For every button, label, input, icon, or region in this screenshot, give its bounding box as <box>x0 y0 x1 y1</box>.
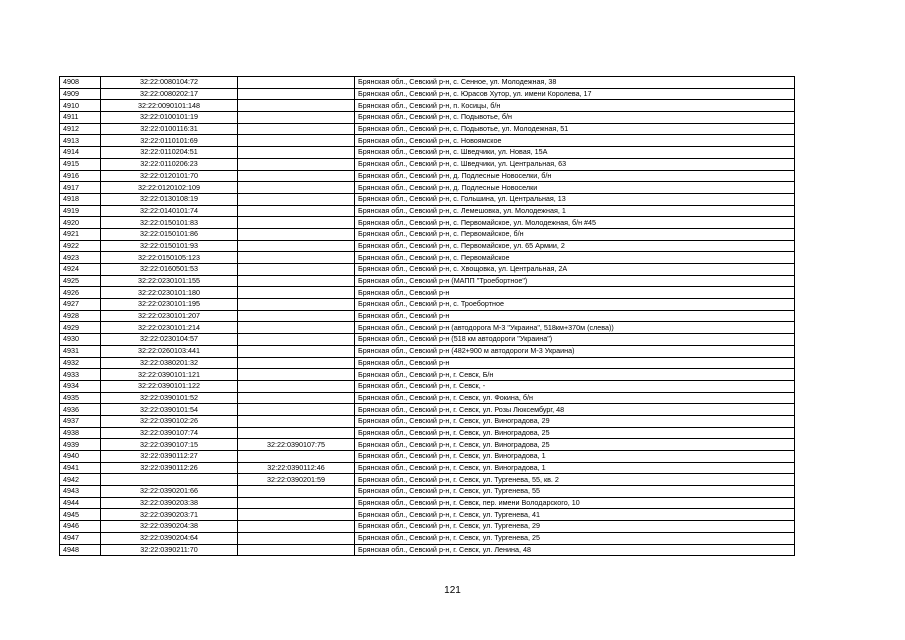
table-row <box>60 252 795 264</box>
address-cell: Брянская обл., Севский р-н (МАПП "Троебортное") <box>355 275 795 287</box>
address-cell: Брянская обл., Севский р-н, г. Севск, ул. Виноградова, 25 <box>355 439 795 451</box>
address-cell: Брянская обл., Севский р-н <box>355 287 795 299</box>
row-number-cell: 4919 <box>60 205 101 217</box>
table-row <box>60 544 795 556</box>
cadastral-number-cell: 32:22:0260103:441 <box>101 345 238 357</box>
previous-number-cell <box>238 451 355 463</box>
cadastral-number-cell: 32:22:0140101:74 <box>101 205 238 217</box>
row-number-cell: 4938 <box>60 427 101 439</box>
previous-number-cell <box>238 240 355 252</box>
cadastral-number-cell: 32:22:0390201:66 <box>101 486 238 498</box>
table-row <box>60 345 795 357</box>
cadastral-number-cell: 32:22:0230101:155 <box>101 275 238 287</box>
cadastral-number-cell: 32:22:0390112:26 <box>101 462 238 474</box>
table-row <box>60 357 795 369</box>
cadastral-number-cell: 32:22:0390203:38 <box>101 497 238 509</box>
cadastral-number-cell: 32:22:0110101:69 <box>101 135 238 147</box>
cadastral-number-cell: 32:22:0230101:214 <box>101 322 238 334</box>
table-row <box>60 392 795 404</box>
previous-number-cell <box>238 112 355 124</box>
previous-number-cell <box>238 357 355 369</box>
address-cell: Брянская обл., Севский р-н, с. Первомайское, ул. 65 Армии, 2 <box>355 240 795 252</box>
previous-number-cell <box>238 310 355 322</box>
cadastral-number-cell: 32:22:0230104:57 <box>101 334 238 346</box>
cadastral-number-cell: 32:22:0160501:53 <box>101 264 238 276</box>
previous-number-cell <box>238 205 355 217</box>
table-row <box>60 532 795 544</box>
row-number-cell: 4923 <box>60 252 101 264</box>
address-cell: Брянская обл., Севский р-н, г. Севск, ул. Тургенева, 29 <box>355 521 795 533</box>
address-cell: Брянская обл., Севский р-н, г. Севск, Б/н <box>355 369 795 381</box>
row-number-cell: 4943 <box>60 486 101 498</box>
cadastral-number-cell: 32:22:0380201:32 <box>101 357 238 369</box>
previous-number-cell <box>238 88 355 100</box>
table-row <box>60 88 795 100</box>
address-cell: Брянская обл., Севский р-н, с. Первомайское <box>355 252 795 264</box>
table-row <box>60 170 795 182</box>
address-cell: Брянская обл., Севский р-н, с. Подывотье, ул. Молодежная, 51 <box>355 123 795 135</box>
row-number-cell: 4941 <box>60 462 101 474</box>
table-row <box>60 486 795 498</box>
row-number-cell: 4947 <box>60 532 101 544</box>
address-cell: Брянская обл., Севский р-н, г. Севск, ул. Виноградова, 25 <box>355 427 795 439</box>
cadastral-number-cell: 32:22:0120102:109 <box>101 182 238 194</box>
cadastral-number-cell: 32:22:0390107:74 <box>101 427 238 439</box>
row-number-cell: 4918 <box>60 193 101 205</box>
table-row <box>60 112 795 124</box>
address-cell: Брянская обл., Севский р-н, с. Юрасов Хутор, ул. имени Королева, 17 <box>355 88 795 100</box>
cadastral-number-cell: 32:22:0150105:123 <box>101 252 238 264</box>
row-number-cell: 4932 <box>60 357 101 369</box>
row-number-cell: 4935 <box>60 392 101 404</box>
previous-number-cell <box>238 369 355 381</box>
row-number-cell: 4931 <box>60 345 101 357</box>
cadastral-number-cell: 32:22:0390203:71 <box>101 509 238 521</box>
row-number-cell: 4944 <box>60 497 101 509</box>
previous-number-cell <box>238 497 355 509</box>
cadastral-number-cell: 32:22:0090101:148 <box>101 100 238 112</box>
previous-number-cell <box>238 135 355 147</box>
row-number-cell: 4927 <box>60 299 101 311</box>
previous-number-cell <box>238 158 355 170</box>
address-cell: Брянская обл., Севский р-н (автодорога М-3 "Украина", 518км+370м (слева)) <box>355 322 795 334</box>
address-cell: Брянская обл., Севский р-н, с. Подывотье, б/н <box>355 112 795 124</box>
row-number-cell: 4936 <box>60 404 101 416</box>
table-row <box>60 158 795 170</box>
table-row <box>60 427 795 439</box>
address-cell: Брянская обл., Севский р-н, с. Шведчики, ул. Новая, 15А <box>355 147 795 159</box>
address-cell: Брянская обл., Севский р-н (482+900 м автодороги М-3 Украина) <box>355 345 795 357</box>
previous-number-cell: 32:22:0390107:75 <box>238 439 355 451</box>
address-cell: Брянская обл., Севский р-н <box>355 357 795 369</box>
row-number-cell: 4928 <box>60 310 101 322</box>
row-number-cell: 4920 <box>60 217 101 229</box>
previous-number-cell <box>238 170 355 182</box>
previous-number-cell <box>238 415 355 427</box>
previous-number-cell <box>238 77 355 89</box>
cadastral-number-cell: 32:22:0390101:52 <box>101 392 238 404</box>
row-number-cell: 4948 <box>60 544 101 556</box>
table-row <box>60 369 795 381</box>
row-number-cell: 4908 <box>60 77 101 89</box>
previous-number-cell <box>238 123 355 135</box>
cadastral-number-cell: 32:22:0390112:27 <box>101 451 238 463</box>
table-row <box>60 451 795 463</box>
cadastral-number-cell: 32:22:0120101:70 <box>101 170 238 182</box>
previous-number-cell <box>238 334 355 346</box>
row-number-cell: 4924 <box>60 264 101 276</box>
row-number-cell: 4912 <box>60 123 101 135</box>
cadastral-number-cell: 32:22:0100116:31 <box>101 123 238 135</box>
previous-number-cell <box>238 299 355 311</box>
row-number-cell: 4921 <box>60 228 101 240</box>
address-cell: Брянская обл., Севский р-н, с. Сенное, ул. Молодежная, 38 <box>355 77 795 89</box>
previous-number-cell <box>238 486 355 498</box>
cadastral-number-cell <box>101 474 238 486</box>
table-row <box>60 275 795 287</box>
address-cell: Брянская обл., Севский р-н, д. Подлесные Новоселки <box>355 182 795 194</box>
table-row <box>60 240 795 252</box>
address-cell: Брянская обл., Севский р-н, д. Подлесные Новоселки, б/н <box>355 170 795 182</box>
address-cell: Брянская обл., Севский р-н, г. Севск, пер. имени Володарского, 10 <box>355 497 795 509</box>
row-number-cell: 4940 <box>60 451 101 463</box>
address-cell: Брянская обл., Севский р-н, с. Шведчики, ул. Центральная, 63 <box>355 158 795 170</box>
address-cell: Брянская обл., Севский р-н, г. Севск, ул. Тургенева, 55, кв. 2 <box>355 474 795 486</box>
table-row <box>60 380 795 392</box>
previous-number-cell <box>238 345 355 357</box>
cadastral-number-cell: 32:22:0390101:122 <box>101 380 238 392</box>
cadastral-number-cell: 32:22:0230101:195 <box>101 299 238 311</box>
address-cell: Брянская обл., Севский р-н, г. Севск, - <box>355 380 795 392</box>
page-number: 121 <box>444 585 461 596</box>
cadastral-number-cell: 32:22:0110204:51 <box>101 147 238 159</box>
address-cell: Брянская обл., Севский р-н, г. Севск, ул. Виноградова, 1 <box>355 451 795 463</box>
table-row <box>60 310 795 322</box>
row-number-cell: 4911 <box>60 112 101 124</box>
address-cell: Брянская обл., Севский р-н, г. Севск, ул. Тургенева, 41 <box>355 509 795 521</box>
cadastral-number-cell: 32:22:0230101:207 <box>101 310 238 322</box>
table-row <box>60 322 795 334</box>
table-row <box>60 287 795 299</box>
cadastral-number-cell: 32:22:0390204:38 <box>101 521 238 533</box>
previous-number-cell <box>238 193 355 205</box>
cadastral-number-cell: 32:22:0390101:54 <box>101 404 238 416</box>
table-row <box>60 217 795 229</box>
row-number-cell: 4914 <box>60 147 101 159</box>
address-cell: Брянская обл., Севский р-н, п. Косицы, б/н <box>355 100 795 112</box>
previous-number-cell <box>238 509 355 521</box>
cadastral-number-cell: 32:22:0080202:17 <box>101 88 238 100</box>
row-number-cell: 4945 <box>60 509 101 521</box>
cadastral-number-cell: 32:22:0390211:70 <box>101 544 238 556</box>
table-row <box>60 462 795 474</box>
row-number-cell: 4922 <box>60 240 101 252</box>
cadastral-number-cell: 32:22:0150101:83 <box>101 217 238 229</box>
cadastral-number-cell: 32:22:0080104:72 <box>101 77 238 89</box>
previous-number-cell <box>238 532 355 544</box>
table-row <box>60 334 795 346</box>
table-row <box>60 474 795 486</box>
row-number-cell: 4939 <box>60 439 101 451</box>
address-cell: Брянская обл., Севский р-н, с. Троебортное <box>355 299 795 311</box>
table-row <box>60 228 795 240</box>
cadastral-number-cell: 32:22:0230101:180 <box>101 287 238 299</box>
address-cell: Брянская обл., Севский р-н, г. Севск, ул. Фокина, б/н <box>355 392 795 404</box>
row-number-cell: 4942 <box>60 474 101 486</box>
cadastral-number-cell: 32:22:0390107:15 <box>101 439 238 451</box>
address-cell: Брянская обл., Севский р-н, г. Севск, ул. Ленина, 48 <box>355 544 795 556</box>
address-cell: Брянская обл., Севский р-н, г. Севск, ул. Виноградова, 1 <box>355 462 795 474</box>
cadastral-number-cell: 32:22:0150101:86 <box>101 228 238 240</box>
table-row <box>60 415 795 427</box>
row-number-cell: 4917 <box>60 182 101 194</box>
table-row <box>60 497 795 509</box>
previous-number-cell <box>238 322 355 334</box>
table-row <box>60 182 795 194</box>
table-row <box>60 404 795 416</box>
previous-number-cell <box>238 404 355 416</box>
previous-number-cell <box>238 100 355 112</box>
previous-number-cell <box>238 182 355 194</box>
cadastral-number-cell: 32:22:0110206:23 <box>101 158 238 170</box>
table-row <box>60 77 795 89</box>
address-cell: Брянская обл., Севский р-н, с. Гольшина, ул. Центральная, 13 <box>355 193 795 205</box>
address-cell: Брянская обл., Севский р-н, с. Лемешовка, ул. Молодежная, 1 <box>355 205 795 217</box>
previous-number-cell <box>238 544 355 556</box>
previous-number-cell <box>238 252 355 264</box>
row-number-cell: 4913 <box>60 135 101 147</box>
address-cell: Брянская обл., Севский р-н, г. Севск, ул. Тургенева, 55 <box>355 486 795 498</box>
table-row <box>60 193 795 205</box>
row-number-cell: 4916 <box>60 170 101 182</box>
row-number-cell: 4934 <box>60 380 101 392</box>
address-cell: Брянская обл., Севский р-н, с. Первомайское, ул. Молодежная, б/н #45 <box>355 217 795 229</box>
address-cell: Брянская обл., Севский р-н <box>355 310 795 322</box>
row-number-cell: 4910 <box>60 100 101 112</box>
table-row <box>60 123 795 135</box>
table-row <box>60 439 795 451</box>
row-number-cell: 4909 <box>60 88 101 100</box>
previous-number-cell: 32:22:0390201:59 <box>238 474 355 486</box>
cadastral-number-cell: 32:22:0390101:121 <box>101 369 238 381</box>
table-row <box>60 299 795 311</box>
previous-number-cell <box>238 264 355 276</box>
row-number-cell: 4915 <box>60 158 101 170</box>
previous-number-cell <box>238 147 355 159</box>
previous-number-cell <box>238 228 355 240</box>
previous-number-cell <box>238 427 355 439</box>
previous-number-cell <box>238 392 355 404</box>
cadastral-number-cell: 32:22:0390204:64 <box>101 532 238 544</box>
cadastral-number-cell: 32:22:0390102:26 <box>101 415 238 427</box>
cadastral-number-cell: 32:22:0100101:19 <box>101 112 238 124</box>
table-row <box>60 509 795 521</box>
previous-number-cell <box>238 287 355 299</box>
row-number-cell: 4946 <box>60 521 101 533</box>
address-cell: Брянская обл., Севский р-н, с. Первомайское, б/н <box>355 228 795 240</box>
row-number-cell: 4933 <box>60 369 101 381</box>
cadastral-number-cell: 32:22:0130108:19 <box>101 193 238 205</box>
previous-number-cell <box>238 275 355 287</box>
table-row <box>60 147 795 159</box>
address-cell: Брянская обл., Севский р-н (518 км автодороги "Украина") <box>355 334 795 346</box>
cadastral-register-table <box>59 76 795 556</box>
register-table-body <box>60 77 795 556</box>
table-row <box>60 205 795 217</box>
table-row <box>60 100 795 112</box>
address-cell: Брянская обл., Севский р-н, с. Хвощовка, ул. Центральная, 2А <box>355 264 795 276</box>
address-cell: Брянская обл., Севский р-н, с. Новоямское <box>355 135 795 147</box>
table-row <box>60 521 795 533</box>
previous-number-cell <box>238 217 355 229</box>
table-row <box>60 264 795 276</box>
row-number-cell: 4925 <box>60 275 101 287</box>
previous-number-cell <box>238 521 355 533</box>
address-cell: Брянская обл., Севский р-н, г. Севск, ул. Розы Люксембург, 48 <box>355 404 795 416</box>
previous-number-cell: 32:22:0390112:46 <box>238 462 355 474</box>
cadastral-number-cell: 32:22:0150101:93 <box>101 240 238 252</box>
row-number-cell: 4930 <box>60 334 101 346</box>
table-row <box>60 135 795 147</box>
row-number-cell: 4929 <box>60 322 101 334</box>
previous-number-cell <box>238 380 355 392</box>
row-number-cell: 4937 <box>60 415 101 427</box>
address-cell: Брянская обл., Севский р-н, г. Севск, ул. Тургенева, 25 <box>355 532 795 544</box>
address-cell: Брянская обл., Севский р-н, г. Севск, ул. Виноградова, 29 <box>355 415 795 427</box>
row-number-cell: 4926 <box>60 287 101 299</box>
